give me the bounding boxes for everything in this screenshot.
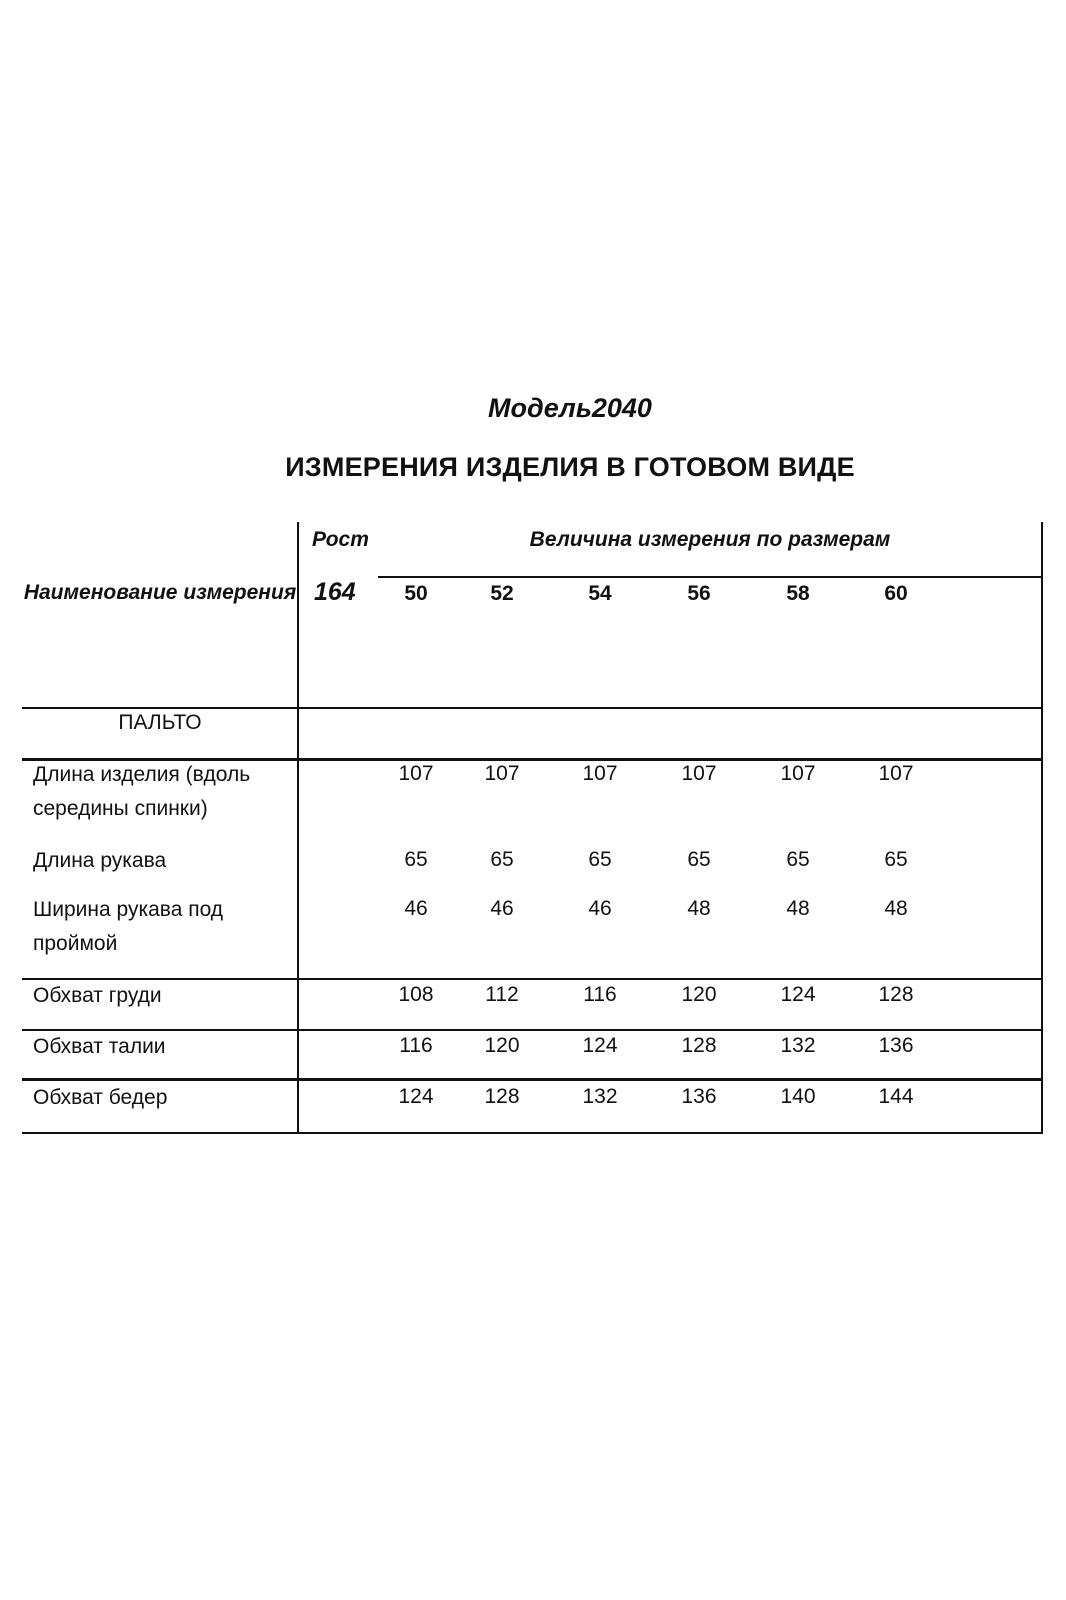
table-cell: 124 <box>582 1034 618 1057</box>
size-range-header: Величина измерения по размерам <box>529 528 891 551</box>
row-label: Обхват талии <box>33 1035 166 1058</box>
table-cell: 107 <box>484 762 520 785</box>
size-header: 60 <box>884 582 908 605</box>
table-cell: 124 <box>780 983 816 1006</box>
rost-label: Рост <box>312 528 369 551</box>
table-border-right <box>1041 522 1043 1134</box>
table-cell: 136 <box>681 1085 717 1108</box>
table-cell: 107 <box>582 762 618 785</box>
row-label: Длина изделия (вдоль середины спинки) <box>33 763 251 820</box>
row-label: Обхват груди <box>33 984 162 1007</box>
table-cell: 65 <box>687 848 711 871</box>
row-label: Длина рукава <box>33 849 167 872</box>
size-header: 50 <box>404 582 428 605</box>
table-cell: 65 <box>884 848 908 871</box>
table-cell: 120 <box>484 1034 520 1057</box>
size-header: 56 <box>687 582 711 605</box>
table-cell: 107 <box>878 762 914 785</box>
section-label: ПАЛЬТО <box>118 711 202 734</box>
size-header: 58 <box>786 582 810 605</box>
table-cell: 48 <box>786 897 810 920</box>
size-header: 52 <box>490 582 514 605</box>
page-title: ИЗМЕРЕНИЯ ИЗДЕЛИЯ В ГОТОВОМ ВИДЕ <box>285 452 855 482</box>
table-cell: 107 <box>681 762 717 785</box>
table-cell: 132 <box>582 1085 618 1108</box>
header-divider <box>378 576 1043 578</box>
size-header: 54 <box>588 582 612 605</box>
table-cell: 108 <box>398 983 434 1006</box>
table-cell: 140 <box>780 1085 816 1108</box>
table-cell: 46 <box>404 897 428 920</box>
table-cell: 116 <box>399 1034 433 1057</box>
table-cell: 65 <box>404 848 428 871</box>
table-cell: 46 <box>490 897 514 920</box>
rost-value: 164 <box>314 578 356 606</box>
table-cell: 112 <box>485 983 519 1006</box>
table-cell: 107 <box>398 762 434 785</box>
table-cell: 132 <box>780 1034 816 1057</box>
table-cell: 65 <box>588 848 612 871</box>
table-cell: 107 <box>780 762 816 785</box>
table-cell: 116 <box>583 983 617 1006</box>
table-cell: 124 <box>398 1085 434 1108</box>
table-cell: 48 <box>884 897 908 920</box>
table-cell: 128 <box>878 983 914 1006</box>
table-cell: 120 <box>681 983 717 1006</box>
table-cell: 65 <box>786 848 810 871</box>
table-cell: 136 <box>878 1034 914 1057</box>
table-cell: 144 <box>878 1085 914 1108</box>
table-cell: 128 <box>681 1034 717 1057</box>
name-column-header: Наименование измерения <box>23 581 297 604</box>
table-cell: 48 <box>687 897 711 920</box>
table-cell: 65 <box>490 848 514 871</box>
table-cell: 128 <box>484 1085 520 1108</box>
table-border-bottom <box>22 1132 1043 1134</box>
row-label: Обхват бедер <box>33 1086 168 1109</box>
table-rule <box>22 707 1043 709</box>
model-title: Модель2040 <box>488 393 652 423</box>
table-cell: 46 <box>588 897 612 920</box>
row-label: Ширина рукава под проймой <box>33 898 224 955</box>
